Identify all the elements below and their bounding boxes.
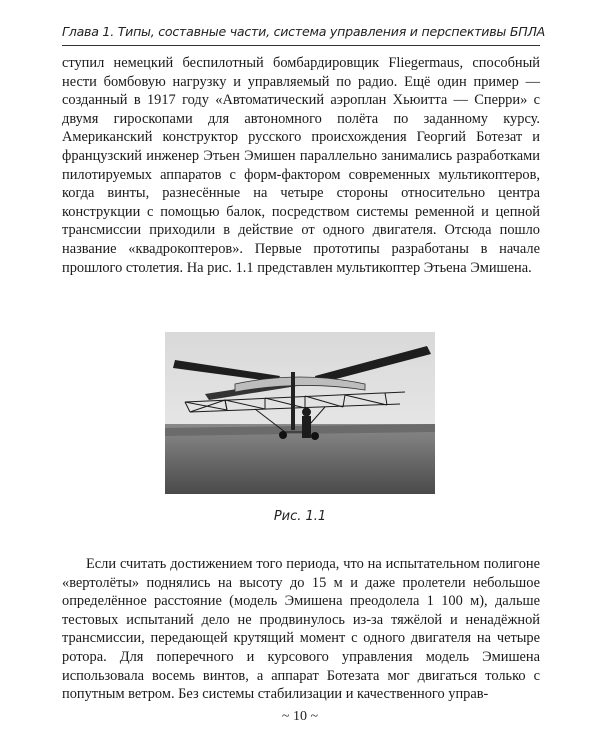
- body-paragraph-2: Если считать достижением того периода, что на испытательном полигоне «вертолёты» поднялись на высоту до 15 м и даже пролетели небольшое определённое расстояние (модель Эмишена преодолела 1 100 м), дальше тестовых испытаний дело не продвинулось из-за тяжёлой и ненадёжной трансмиссии, передающей крутящий момент с одного двигателя на четыре ротора. Для поперечного и курсового управления модель Эмишена использовала восемь винтов, а аппарат Ботезата мог двигаться только с попутным ветром. Без системы стабилизации и качественного управ-: [62, 556, 540, 703]
- running-header: Глава 1. Типы, составные части, система управления и перспективы БПЛА: [62, 24, 546, 39]
- figure-photo-multicopter: [165, 332, 435, 494]
- header-rule: [62, 45, 540, 46]
- page-number: ~ 10 ~: [281, 709, 319, 724]
- figure-caption: Рис. 1.1: [273, 509, 327, 524]
- body-paragraph-1: ступил немецкий беспилотный бомбардировщик Fliegermaus, способный нести бомбовую нагрузку и управляемый по радио. Ещё один пример — созданный в 1917 году «Автоматический аэроплан Хьюитта — Сперри» с двумя гироскопами для автономного полёта по заданному курсу. Американский конструктор русского происхождения Георгий Ботезат и французский инженер Этьен Эмишен параллельно занимались разработками пилотируемых аппаратов с форм-фактором современных мультикоптеров, когда винты, разнесённые на четыре стороны относительно центра конструкции с помощью балок, посредством системы ременной и цепной трансмиссии приходили в действие от одного двигателя. Отсюда пошло название «квадрокоптеров». Первые прототипы разработаны в начале прошлого столетия. На рис. 1.1 представлен мультикоптер Этьена Эмишена.: [62, 55, 540, 276]
